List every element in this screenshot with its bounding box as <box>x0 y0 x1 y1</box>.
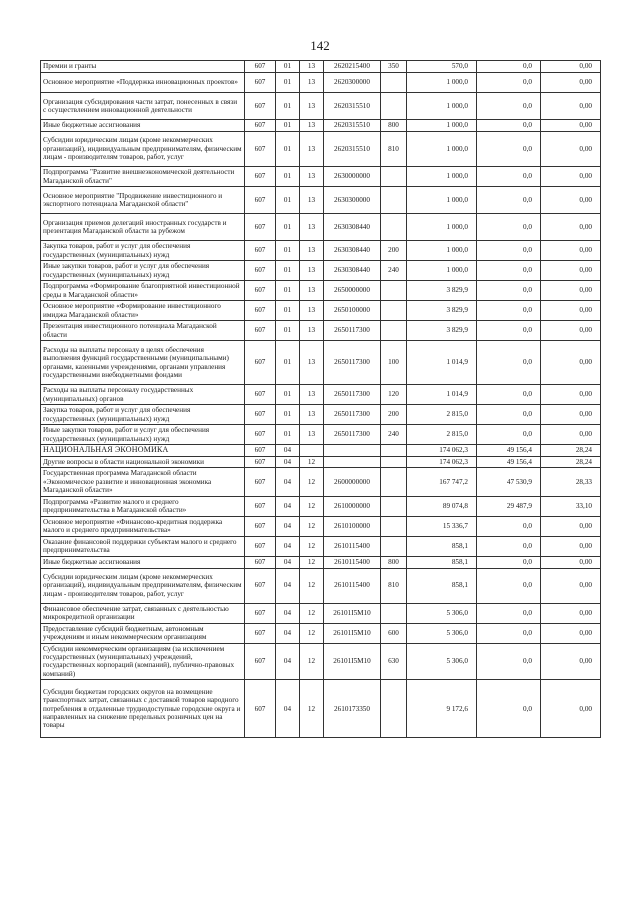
row-federal-amount: 0,0 <box>477 167 541 187</box>
row-expense-kind <box>381 445 407 457</box>
row-ministry-code: 607 <box>245 516 276 536</box>
row-expense-kind: 810 <box>381 132 407 167</box>
row-ministry-code: 607 <box>245 468 276 496</box>
row-section-code: 04 <box>276 643 300 680</box>
row-federal-amount: 0,0 <box>477 73 541 93</box>
row-section-code: 04 <box>276 680 300 738</box>
table-row <box>41 281 601 301</box>
row-target-code: 2610115400 <box>324 568 381 603</box>
row-percent: 0,00 <box>541 73 601 93</box>
row-name: НАЦИОНАЛЬНАЯ ЭКОНОМИКА <box>41 445 245 457</box>
row-section-code: 04 <box>276 468 300 496</box>
row-target-code: 2600000000 <box>324 468 381 496</box>
row-expense-kind <box>381 167 407 187</box>
row-amount: 1 000,0 <box>407 214 477 241</box>
table-row <box>41 167 601 187</box>
row-section-code: 01 <box>276 301 300 321</box>
row-ministry-code: 607 <box>245 445 276 457</box>
row-percent: 0,00 <box>541 385 601 405</box>
row-name: Презентация инвестиционного потенциала Магаданской области <box>41 321 245 341</box>
row-name: Оказание финансовой поддержки субъектам малого и среднего предпринимательства <box>41 536 245 556</box>
row-section-code: 04 <box>276 603 300 623</box>
table-row <box>41 61 601 73</box>
row-expense-kind <box>381 73 407 93</box>
row-expense-kind <box>381 214 407 241</box>
row-subsection-code <box>300 445 324 457</box>
row-amount: 174 062,3 <box>407 445 477 457</box>
table-row <box>41 556 601 568</box>
row-federal-amount: 0,0 <box>477 425 541 445</box>
row-section-code: 01 <box>276 425 300 445</box>
table-row <box>41 516 601 536</box>
row-target-code: 26101I5M10 <box>324 623 381 643</box>
row-amount: 5 306,0 <box>407 643 477 680</box>
row-subsection-code: 12 <box>300 556 324 568</box>
row-subsection-code: 13 <box>300 61 324 73</box>
row-amount: 174 062,3 <box>407 457 477 468</box>
table-row <box>41 241 601 261</box>
row-target-code: 2650100000 <box>324 301 381 321</box>
row-expense-kind: 800 <box>381 120 407 132</box>
row-subsection-code: 13 <box>300 385 324 405</box>
table-row <box>41 568 601 603</box>
table-row <box>41 643 601 680</box>
row-target-code: 26101I5M10 <box>324 603 381 623</box>
table-row <box>41 214 601 241</box>
row-name: Другие вопросы в области национальной экономики <box>41 457 245 468</box>
row-percent: 0,00 <box>541 261 601 281</box>
row-federal-amount: 0,0 <box>477 536 541 556</box>
row-expense-kind <box>381 187 407 214</box>
row-target-code: 2610115400 <box>324 556 381 568</box>
row-subsection-code: 12 <box>300 496 324 516</box>
row-subsection-code: 13 <box>300 341 324 385</box>
row-percent: 28,24 <box>541 445 601 457</box>
table-row <box>41 536 601 556</box>
row-federal-amount: 0,0 <box>477 120 541 132</box>
row-target-code: 2630308440 <box>324 241 381 261</box>
row-name: Организация приемов делегаций иностранных государств и презентация Магаданской области за рубежом <box>41 214 245 241</box>
row-ministry-code: 607 <box>245 643 276 680</box>
table-row <box>41 132 601 167</box>
row-ministry-code: 607 <box>245 603 276 623</box>
row-expense-kind: 200 <box>381 405 407 425</box>
row-percent: 0,00 <box>541 61 601 73</box>
page-number: 142 <box>310 38 330 53</box>
row-subsection-code: 13 <box>300 120 324 132</box>
row-ministry-code: 607 <box>245 341 276 385</box>
row-subsection-code: 13 <box>300 281 324 301</box>
row-expense-kind <box>381 496 407 516</box>
row-target-code: 2650117300 <box>324 385 381 405</box>
row-target-code: 2630308440 <box>324 261 381 281</box>
row-amount: 858,1 <box>407 536 477 556</box>
budget-table <box>40 60 601 738</box>
row-percent: 0,00 <box>541 321 601 341</box>
row-federal-amount: 0,0 <box>477 321 541 341</box>
row-target-code: 26101I5M10 <box>324 643 381 680</box>
row-percent: 0,00 <box>541 214 601 241</box>
row-subsection-code: 13 <box>300 261 324 281</box>
row-percent: 0,00 <box>541 341 601 385</box>
row-target-code: 2650117300 <box>324 405 381 425</box>
row-ministry-code: 607 <box>245 405 276 425</box>
row-ministry-code: 607 <box>245 93 276 120</box>
row-expense-kind: 120 <box>381 385 407 405</box>
row-federal-amount: 0,0 <box>477 405 541 425</box>
row-federal-amount: 49 156,4 <box>477 445 541 457</box>
table-row <box>41 187 601 214</box>
row-federal-amount: 0,0 <box>477 385 541 405</box>
row-percent: 33,10 <box>541 496 601 516</box>
row-ministry-code: 607 <box>245 132 276 167</box>
row-ministry-code: 607 <box>245 241 276 261</box>
row-federal-amount: 0,0 <box>477 261 541 281</box>
row-federal-amount: 0,0 <box>477 301 541 321</box>
row-amount: 1 000,0 <box>407 241 477 261</box>
row-ministry-code: 607 <box>245 187 276 214</box>
row-section-code: 01 <box>276 61 300 73</box>
row-name: Подпрограмма "Развитие внешнеэкономической деятельности Магаданской области" <box>41 167 245 187</box>
row-federal-amount: 0,0 <box>477 516 541 536</box>
row-percent: 0,00 <box>541 241 601 261</box>
row-section-code: 04 <box>276 516 300 536</box>
row-subsection-code: 13 <box>300 405 324 425</box>
row-name: Иные бюджетные ассигнования <box>41 120 245 132</box>
row-target-code: 2620315510 <box>324 93 381 120</box>
row-amount: 5 306,0 <box>407 623 477 643</box>
row-percent: 0,00 <box>541 120 601 132</box>
row-amount: 1 000,0 <box>407 187 477 214</box>
row-percent: 0,00 <box>541 680 601 738</box>
row-name: Расходы на выплаты персоналу государственных (муниципальных) органов <box>41 385 245 405</box>
row-amount: 3 829,9 <box>407 321 477 341</box>
table-row <box>41 425 601 445</box>
row-section-code: 01 <box>276 120 300 132</box>
row-section-code: 01 <box>276 167 300 187</box>
row-subsection-code: 12 <box>300 623 324 643</box>
row-amount: 1 014,9 <box>407 341 477 385</box>
table-row <box>41 120 601 132</box>
row-subsection-code: 12 <box>300 603 324 623</box>
row-expense-kind: 350 <box>381 61 407 73</box>
row-subsection-code: 12 <box>300 457 324 468</box>
row-subsection-code: 12 <box>300 680 324 738</box>
row-subsection-code: 13 <box>300 73 324 93</box>
row-section-code: 01 <box>276 73 300 93</box>
row-percent: 0,00 <box>541 623 601 643</box>
row-expense-kind: 240 <box>381 261 407 281</box>
row-section-code: 01 <box>276 261 300 281</box>
row-federal-amount: 47 530,9 <box>477 468 541 496</box>
row-expense-kind: 100 <box>381 341 407 385</box>
table-row <box>41 385 601 405</box>
row-expense-kind: 200 <box>381 241 407 261</box>
row-percent: 28,24 <box>541 457 601 468</box>
row-expense-kind <box>381 603 407 623</box>
row-amount: 89 074,8 <box>407 496 477 516</box>
table-row <box>41 496 601 516</box>
row-section-code: 01 <box>276 385 300 405</box>
row-federal-amount: 0,0 <box>477 341 541 385</box>
row-percent: 0,00 <box>541 187 601 214</box>
row-subsection-code: 13 <box>300 93 324 120</box>
table-row <box>41 261 601 281</box>
row-subsection-code: 13 <box>300 132 324 167</box>
row-amount: 1 000,0 <box>407 73 477 93</box>
row-name: Субсидии бюджетам городских округов на возмещение транспортных затрат, связанных с доставкой товаров народного потребления в отдаленные труднодоступные городские округа и направленных на снижение предельных розничных цен на товары <box>41 680 245 738</box>
row-name: Основное мероприятие «Поддержка инновационных проектов» <box>41 73 245 93</box>
row-name: Основное мероприятие «Формирование инвестиционного имиджа Магаданской области» <box>41 301 245 321</box>
row-target-code: 2620300000 <box>324 73 381 93</box>
row-percent: 0,00 <box>541 405 601 425</box>
row-subsection-code: 13 <box>300 214 324 241</box>
row-ministry-code: 607 <box>245 680 276 738</box>
row-federal-amount: 0,0 <box>477 281 541 301</box>
row-name: Субсидии юридическим лицам (кроме некоммерческих организаций), индивидуальным предпринимателям, физическим лицам - производителям товаров, работ, услуг <box>41 568 245 603</box>
row-expense-kind <box>381 321 407 341</box>
row-percent: 28,33 <box>541 468 601 496</box>
row-subsection-code: 13 <box>300 425 324 445</box>
row-amount: 15 336,7 <box>407 516 477 536</box>
row-section-code: 04 <box>276 445 300 457</box>
row-expense-kind: 240 <box>381 425 407 445</box>
row-federal-amount: 0,0 <box>477 187 541 214</box>
row-federal-amount: 0,0 <box>477 132 541 167</box>
row-target-code: 2630308440 <box>324 214 381 241</box>
row-section-code: 04 <box>276 568 300 603</box>
row-percent: 0,00 <box>541 568 601 603</box>
row-name: Иные закупки товаров, работ и услуг для обеспечения государственных (муниципальных) нужд <box>41 425 245 445</box>
row-federal-amount: 0,0 <box>477 623 541 643</box>
row-amount: 167 747,2 <box>407 468 477 496</box>
row-target-code: 2650117300 <box>324 425 381 445</box>
row-target-code: 2620315510 <box>324 132 381 167</box>
row-amount: 858,1 <box>407 568 477 603</box>
row-name: Организация субсидирования части затрат, понесенных в связи с осуществлением инновационной деятельности <box>41 93 245 120</box>
row-name: Подпрограмма «Развитие малого и среднего предпринимательства в Магаданской области» <box>41 496 245 516</box>
row-expense-kind: 600 <box>381 623 407 643</box>
row-section-code: 01 <box>276 214 300 241</box>
row-amount: 2 815,0 <box>407 425 477 445</box>
row-target-code: 2650117300 <box>324 341 381 385</box>
row-amount: 570,0 <box>407 61 477 73</box>
row-expense-kind <box>381 680 407 738</box>
row-amount: 1 000,0 <box>407 120 477 132</box>
row-ministry-code: 607 <box>245 261 276 281</box>
row-amount: 1 014,9 <box>407 385 477 405</box>
row-expense-kind: 810 <box>381 568 407 603</box>
row-ministry-code: 607 <box>245 568 276 603</box>
table-row <box>41 321 601 341</box>
row-federal-amount: 0,0 <box>477 556 541 568</box>
row-ministry-code: 607 <box>245 321 276 341</box>
row-subsection-code: 13 <box>300 167 324 187</box>
row-section-code: 01 <box>276 93 300 120</box>
row-target-code <box>324 445 381 457</box>
row-percent: 0,00 <box>541 556 601 568</box>
row-federal-amount: 29 487,9 <box>477 496 541 516</box>
row-section-code: 01 <box>276 405 300 425</box>
table-row <box>41 680 601 738</box>
row-name: Закупка товаров, работ и услуг для обеспечения государственных (муниципальных) нужд <box>41 241 245 261</box>
row-name: Закупка товаров, работ и услуг для обеспечения государственных (муниципальных) нужд <box>41 405 245 425</box>
row-ministry-code: 607 <box>245 496 276 516</box>
row-target-code: 2610173350 <box>324 680 381 738</box>
table-row <box>41 73 601 93</box>
row-ministry-code: 607 <box>245 623 276 643</box>
row-federal-amount: 0,0 <box>477 643 541 680</box>
row-percent: 0,00 <box>541 536 601 556</box>
row-subsection-code: 13 <box>300 241 324 261</box>
table-row <box>41 93 601 120</box>
table-row <box>41 457 601 468</box>
row-section-code: 04 <box>276 556 300 568</box>
row-federal-amount: 0,0 <box>477 603 541 623</box>
row-federal-amount: 0,0 <box>477 61 541 73</box>
row-section-code: 01 <box>276 187 300 214</box>
row-percent: 0,00 <box>541 603 601 623</box>
row-percent: 0,00 <box>541 281 601 301</box>
row-target-code: 2610000000 <box>324 496 381 516</box>
row-section-code: 01 <box>276 281 300 301</box>
row-percent: 0,00 <box>541 167 601 187</box>
row-target-code: 2620215400 <box>324 61 381 73</box>
row-subsection-code: 13 <box>300 321 324 341</box>
row-subsection-code: 13 <box>300 301 324 321</box>
row-name: Иные бюджетные ассигнования <box>41 556 245 568</box>
row-name: Субсидии юридическим лицам (кроме некоммерческих организаций), индивидуальным предпринимателям, физическим лицам - производителям товаров, работ, услуг <box>41 132 245 167</box>
table-row <box>41 603 601 623</box>
row-federal-amount: 49 156,4 <box>477 457 541 468</box>
row-name: Подпрограмма «Формирование благоприятной инвестиционной среды в Магаданской области» <box>41 281 245 301</box>
row-target-code: 2650117300 <box>324 321 381 341</box>
row-percent: 0,00 <box>541 132 601 167</box>
row-name: Государственная программа Магаданской области «Экономическое развитие и инновационная экономика Магаданской области» <box>41 468 245 496</box>
row-amount: 858,1 <box>407 556 477 568</box>
row-name: Предоставление субсидий бюджетным, автономным учреждениям и иным некоммерческим организациям <box>41 623 245 643</box>
row-ministry-code: 607 <box>245 281 276 301</box>
row-percent: 0,00 <box>541 93 601 120</box>
row-federal-amount: 0,0 <box>477 680 541 738</box>
row-name: Премии и гранты <box>41 61 245 73</box>
table-row <box>41 405 601 425</box>
row-name: Основное мероприятие "Продвижение инвестиционного и экспортного потенциала Магаданской области" <box>41 187 245 214</box>
row-amount: 1 000,0 <box>407 93 477 120</box>
row-section-code: 01 <box>276 241 300 261</box>
row-name: Субсидии некоммерческим организациям (за исключением государственных (муниципальных) учреждений, государственных корпораций (компаний), публично-правовых компаний) <box>41 643 245 680</box>
row-ministry-code: 607 <box>245 425 276 445</box>
row-amount: 5 306,0 <box>407 603 477 623</box>
row-target-code: 2630300000 <box>324 187 381 214</box>
row-percent: 0,00 <box>541 643 601 680</box>
row-section-code: 04 <box>276 496 300 516</box>
row-target-code: 2620315510 <box>324 120 381 132</box>
row-ministry-code: 607 <box>245 457 276 468</box>
row-ministry-code: 607 <box>245 536 276 556</box>
row-amount: 1 000,0 <box>407 261 477 281</box>
row-percent: 0,00 <box>541 301 601 321</box>
row-expense-kind <box>381 281 407 301</box>
row-section-code: 01 <box>276 321 300 341</box>
table-row <box>41 445 601 457</box>
row-expense-kind <box>381 468 407 496</box>
row-ministry-code: 607 <box>245 556 276 568</box>
row-federal-amount: 0,0 <box>477 568 541 603</box>
row-section-code: 04 <box>276 536 300 556</box>
row-federal-amount: 0,0 <box>477 214 541 241</box>
row-federal-amount: 0,0 <box>477 241 541 261</box>
row-target-code: 2610100000 <box>324 516 381 536</box>
row-expense-kind <box>381 457 407 468</box>
table-row <box>41 341 601 385</box>
row-expense-kind <box>381 93 407 120</box>
row-amount: 1 000,0 <box>407 167 477 187</box>
row-name: Финансовое обеспечение затрат, связанных с деятельностью микрокредитной организации <box>41 603 245 623</box>
row-expense-kind: 630 <box>381 643 407 680</box>
row-subsection-code: 12 <box>300 516 324 536</box>
row-subsection-code: 12 <box>300 536 324 556</box>
row-target-code: 2630000000 <box>324 167 381 187</box>
row-percent: 0,00 <box>541 516 601 536</box>
row-ministry-code: 607 <box>245 301 276 321</box>
row-subsection-code: 13 <box>300 187 324 214</box>
table-row <box>41 301 601 321</box>
row-section-code: 01 <box>276 341 300 385</box>
row-name: Иные закупки товаров, работ и услуг для обеспечения государственных (муниципальных) нужд <box>41 261 245 281</box>
row-subsection-code: 12 <box>300 468 324 496</box>
row-amount: 1 000,0 <box>407 132 477 167</box>
row-ministry-code: 607 <box>245 167 276 187</box>
row-subsection-code: 12 <box>300 568 324 603</box>
row-amount: 2 815,0 <box>407 405 477 425</box>
row-amount: 3 829,9 <box>407 301 477 321</box>
row-name: Расходы на выплаты персоналу в целях обеспечения выполнения функций государственными (муниципальными) органами, казенными учреждениями, органами управления государственными внебюджетными фондами <box>41 341 245 385</box>
table-row <box>41 623 601 643</box>
row-target-code: 2650000000 <box>324 281 381 301</box>
row-ministry-code: 607 <box>245 120 276 132</box>
row-section-code: 01 <box>276 132 300 167</box>
row-amount: 3 829,9 <box>407 281 477 301</box>
row-section-code: 04 <box>276 457 300 468</box>
row-section-code: 04 <box>276 623 300 643</box>
row-name: Основное мероприятие «Финансово-кредитная поддержка малого и среднего предпринимательства» <box>41 516 245 536</box>
row-ministry-code: 607 <box>245 385 276 405</box>
row-target-code <box>324 457 381 468</box>
row-ministry-code: 607 <box>245 73 276 93</box>
row-expense-kind <box>381 301 407 321</box>
row-amount: 9 172,6 <box>407 680 477 738</box>
row-expense-kind <box>381 536 407 556</box>
row-target-code: 2610115400 <box>324 536 381 556</box>
table-row <box>41 468 601 496</box>
row-subsection-code: 12 <box>300 643 324 680</box>
row-federal-amount: 0,0 <box>477 93 541 120</box>
row-percent: 0,00 <box>541 425 601 445</box>
row-expense-kind <box>381 516 407 536</box>
row-expense-kind: 800 <box>381 556 407 568</box>
row-ministry-code: 607 <box>245 214 276 241</box>
row-ministry-code: 607 <box>245 61 276 73</box>
